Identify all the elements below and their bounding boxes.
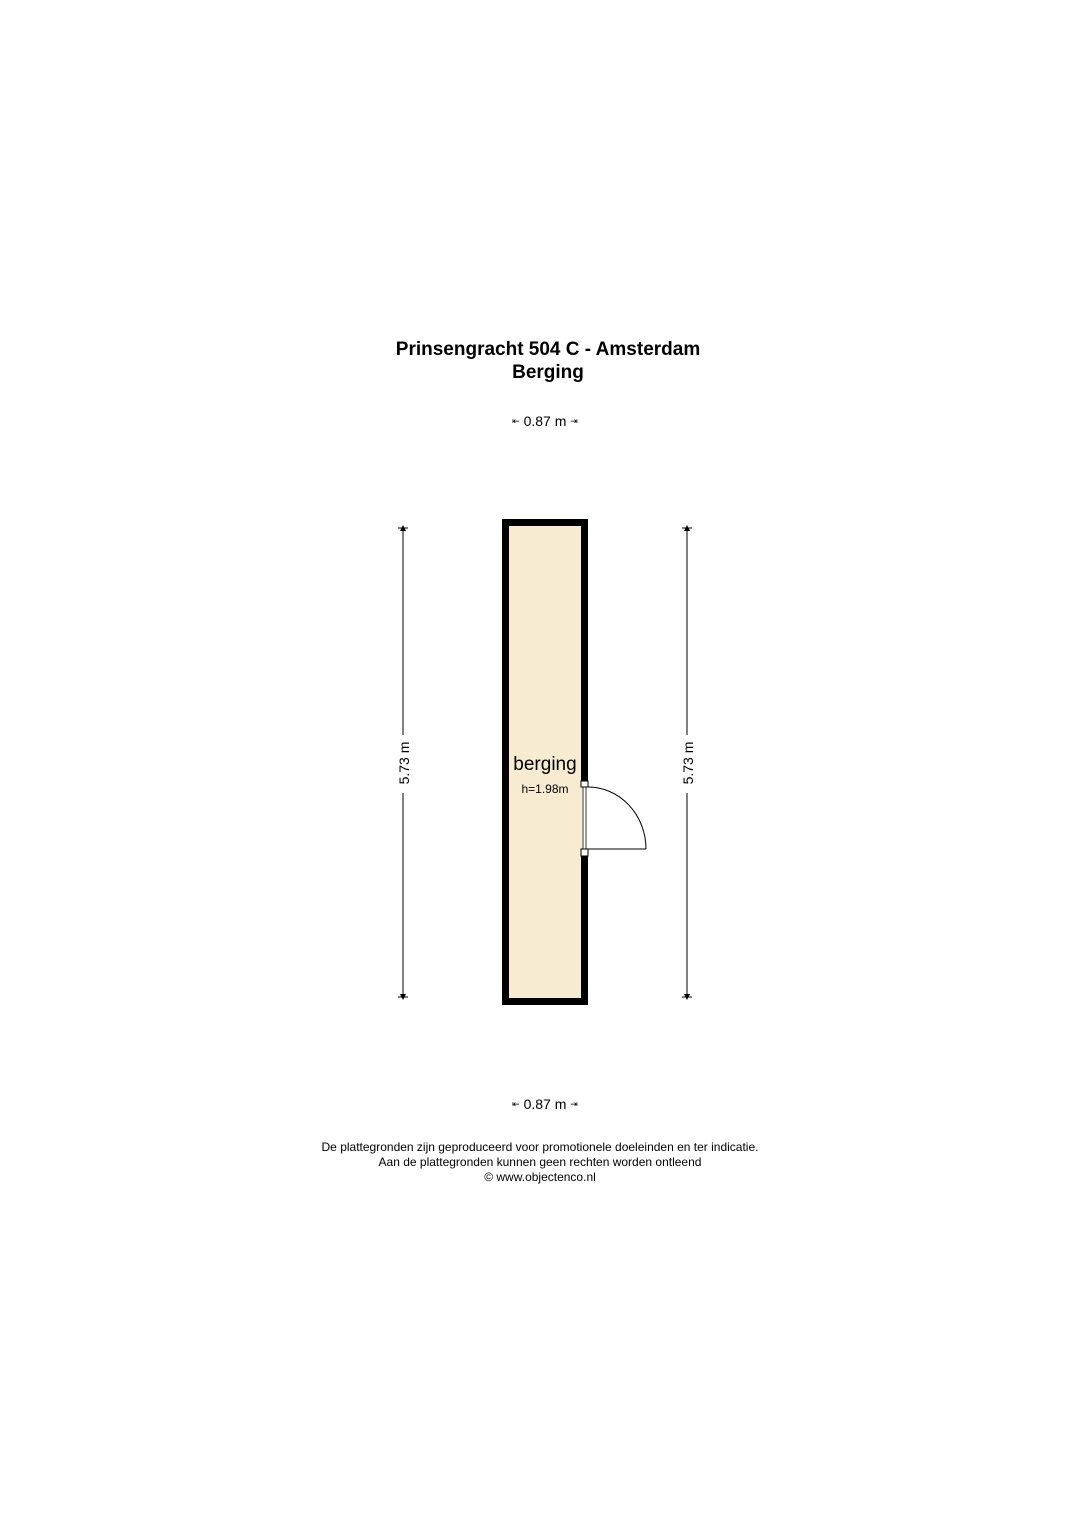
- right-height-dimension: [680, 528, 696, 997]
- copyright-line: © www.objectenco.nl: [484, 1170, 596, 1184]
- left-height-label: 5.73 m: [396, 741, 412, 785]
- disclaimer-line-2: Aan de plattegronden kunnen geen rechten worden ontleend: [378, 1155, 702, 1169]
- room-height-label: h=1.98m: [521, 782, 569, 796]
- arrow-right-icon: ⇥: [570, 1099, 578, 1109]
- top-width-label: 0.87 m: [523, 413, 567, 429]
- arrow-left-icon: ⇤: [512, 416, 520, 426]
- left-height-dimension: [396, 528, 412, 997]
- door: [581, 781, 646, 856]
- room-name-label: berging: [513, 754, 577, 775]
- floor-title: Berging: [512, 362, 584, 383]
- bottom-width-label: 0.87 m: [523, 1096, 567, 1112]
- bottom-width-dimension: [0, 1096, 1080, 1112]
- right-height-label: 5.73 m: [680, 741, 696, 785]
- disclaimer-footer: [0, 1140, 1080, 1185]
- disclaimer-line-1: De plattegronden zijn geproduceerd voor promotionele doeleinden en ter indicatie.: [321, 1140, 759, 1154]
- arrow-left-icon: ⇤: [512, 1099, 520, 1109]
- arrow-right-icon: ⇥: [570, 416, 578, 426]
- address-title: Prinsengracht 504 C - Amsterdam: [395, 339, 701, 360]
